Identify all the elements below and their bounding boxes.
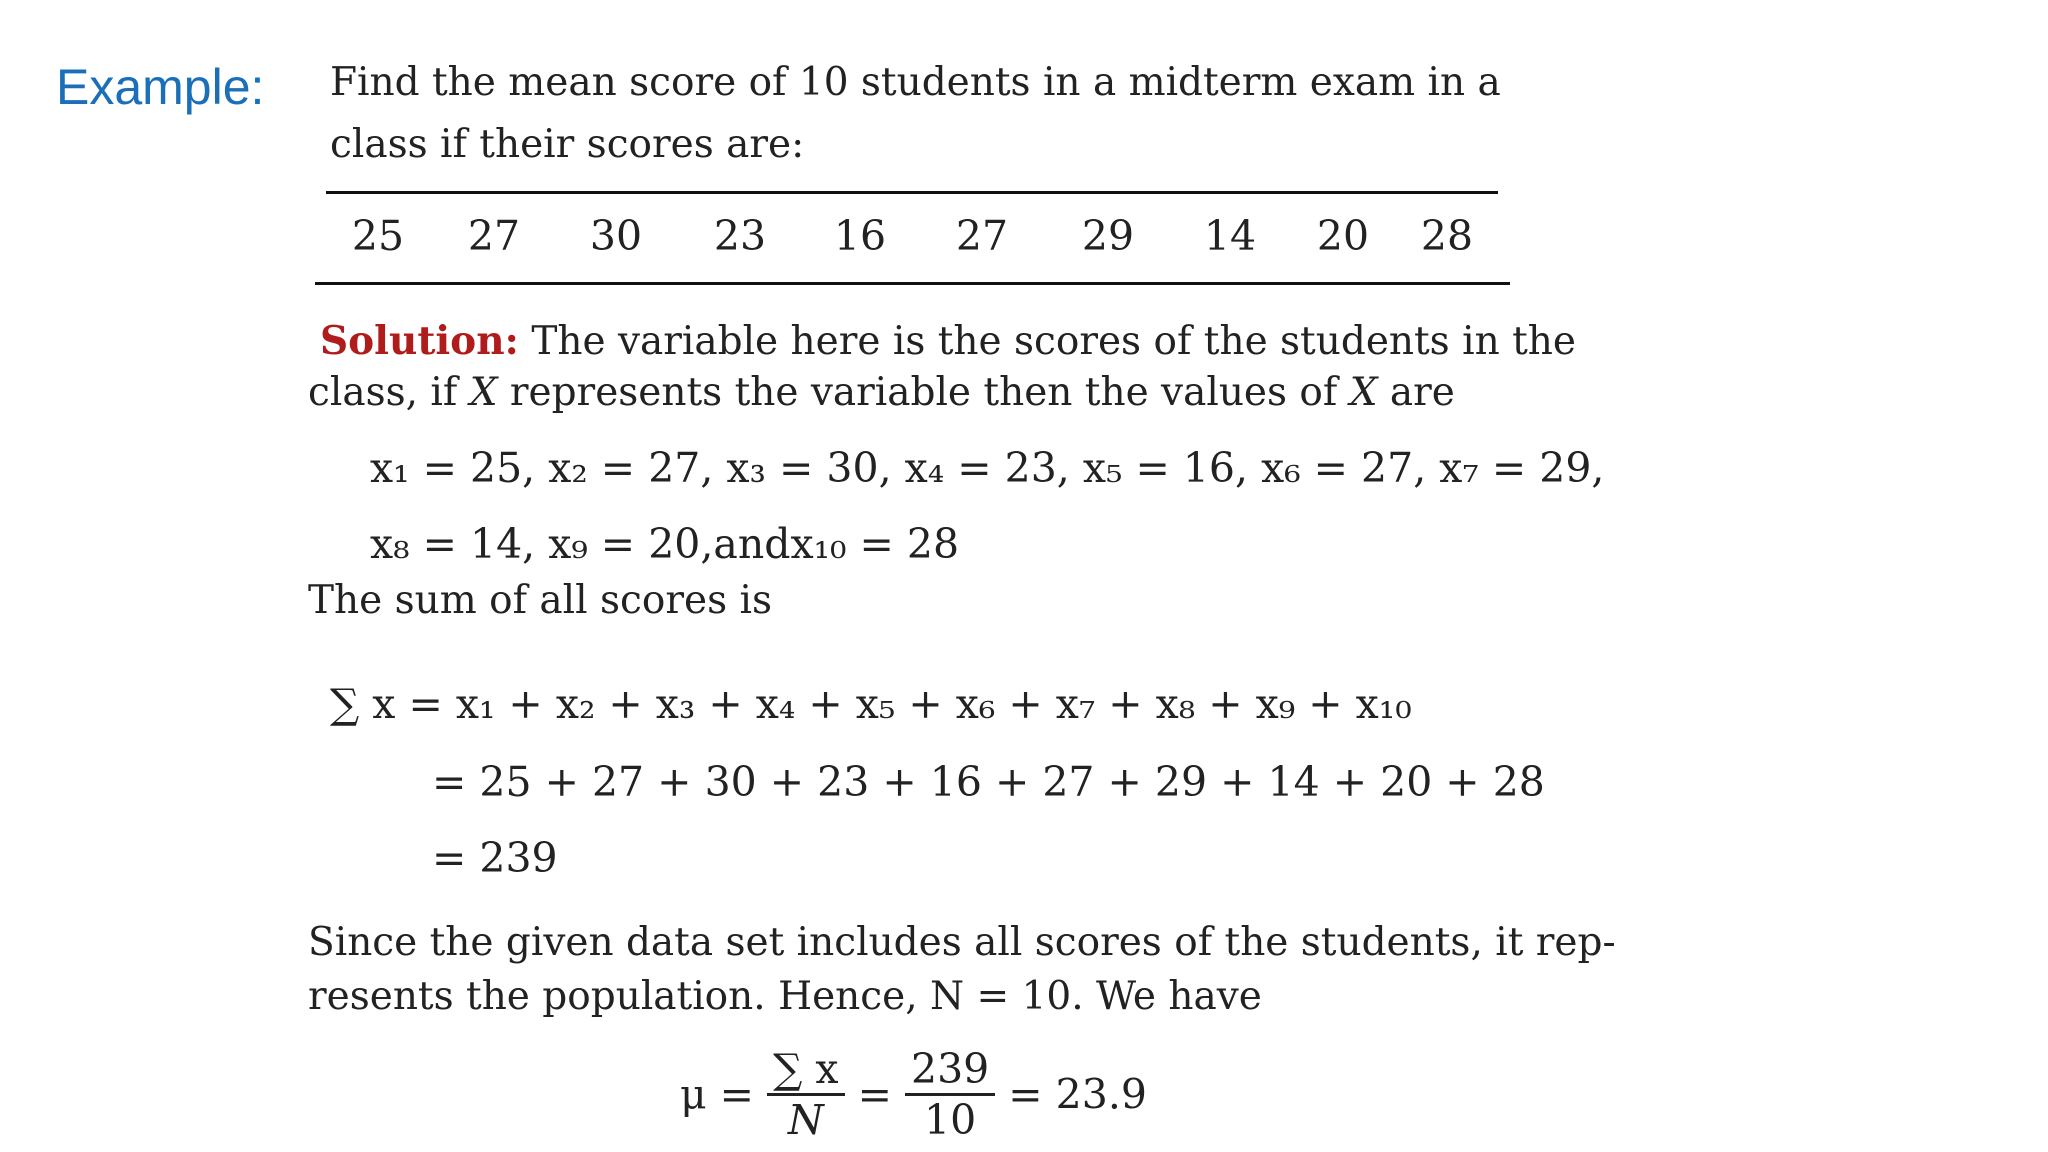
score-cell: 16 <box>833 212 887 260</box>
mean-fraction-1-denominator: N <box>787 1096 824 1144</box>
sum-line-3: = 239 <box>432 834 558 882</box>
sum-intro: The sum of all scores is <box>308 578 772 623</box>
mean-formula <box>680 1045 1147 1144</box>
mean-fraction-2-numerator: 239 <box>905 1045 995 1096</box>
example-label: Example: <box>56 59 265 115</box>
table-bottom-rule <box>315 282 1510 285</box>
score-cell: 27 <box>467 212 521 260</box>
score-cell: 28 <box>1420 212 1474 260</box>
solution-line-2-part-c: are <box>1377 370 1455 415</box>
solution-line-2-part-b: represents the variable then the values of <box>497 370 1350 415</box>
score-cell: 25 <box>351 212 405 260</box>
solution-line-2 <box>308 370 1455 415</box>
mean-fraction-2 <box>905 1045 995 1144</box>
values-line-2: x₈ = 14, x₉ = 20,andx₁₀ = 28 <box>370 520 960 568</box>
mean-lhs: μ = <box>680 1070 755 1119</box>
score-cell: 29 <box>1081 212 1135 260</box>
solution-line-1 <box>320 318 1576 364</box>
population-line-2: resents the population. Hence, N = 10. We have <box>308 974 1262 1019</box>
mean-fraction-2-denominator: 10 <box>924 1096 977 1144</box>
problem-line-2: class if their scores are: <box>330 122 805 167</box>
population-line-1: Since the given data set includes all scores of the students, it rep- <box>308 920 1616 965</box>
mean-result: = 23.9 <box>1008 1070 1147 1119</box>
solution-line-2-part-a: class, if <box>308 370 470 415</box>
mean-fraction-1-numerator: ∑ x <box>767 1045 844 1096</box>
solution-heading: Solution: <box>320 318 519 364</box>
score-cell: 30 <box>589 212 643 260</box>
variable-x-1: X <box>469 370 498 415</box>
values-line-1: x₁ = 25, x₂ = 27, x₃ = 30, x₄ = 23, x₅ = 16, x₆ = 27, x₇ = 29, <box>370 444 1605 492</box>
sum-line-1: ∑ x = x₁ + x₂ + x₃ + x₄ + x₅ + x₆ + x₇ + x₈ + x₉ + x₁₀ <box>330 680 1412 728</box>
problem-line-1: Find the mean score of 10 students in a midterm exam in a <box>330 60 1501 105</box>
score-cell: 14 <box>1203 212 1257 260</box>
variable-x-2: X <box>1349 370 1378 415</box>
mean-fraction-1 <box>767 1045 844 1144</box>
score-cell: 27 <box>955 212 1009 260</box>
score-cell: 23 <box>713 212 767 260</box>
solution-line-1-text: The variable here is the scores of the students in the <box>518 319 1576 364</box>
sum-line-2: = 25 + 27 + 30 + 23 + 16 + 27 + 29 + 14 + 20 + 28 <box>432 758 1545 806</box>
score-cell: 20 <box>1316 212 1370 260</box>
table-top-rule <box>326 191 1498 194</box>
mean-equals: = <box>857 1070 892 1119</box>
